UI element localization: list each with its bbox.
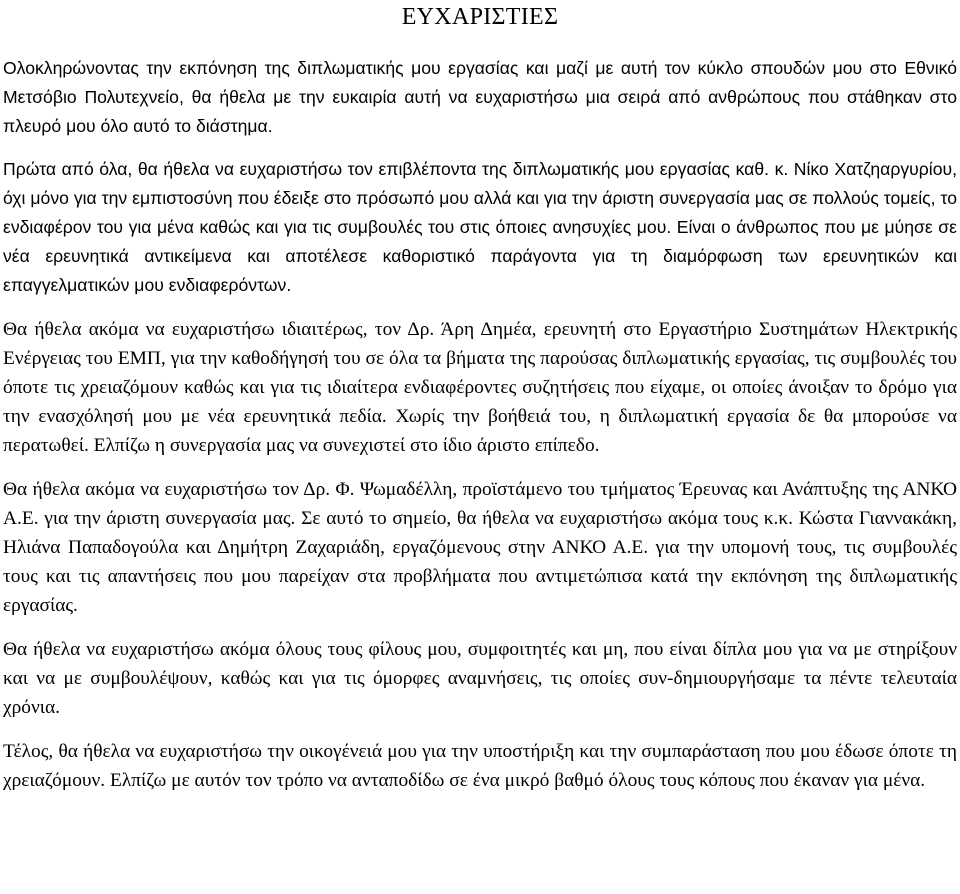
- paragraph-supervisor: Πρώτα από όλα, θα ήθελα να ευχαριστήσω τον επιβλέποντα της διπλωματικής μου εργασίας καθ. κ. Νίκο Χατζηαργυρίου, όχι μόνο για την εμπιστοσύνη που έδειξε στο πρόσωπό μου αλλά και για την άριστη συνεργασία μας σε πολλούς τομείς, το ενδιαφέρον του για μένα καθώς και για τις συμβουλές του στις όποιες ανησυχίες μου. Είναι ο άνθρωπος που με μύησε σε νέα ερευνητικά αντικείμενα και αποτέλεσε καθοριστικό παράγοντα για τη διαμόρφωση των ερευνητικών και επαγγελματικών μου ενδιαφερόντων.: [3, 159, 957, 295]
- page-title: ΕΥΧΑΡΙΣΤΙΕΣ: [401, 4, 559, 30]
- paragraph-researcher: Θα ήθελα ακόμα να ευχαριστήσω ιδιαιτέρως, τον Δρ. Άρη Δημέα, ερευνητή στο Εργαστήριο Συστημάτων Ηλεκτρικής Ενέργειας του ΕΜΠ, για την καθοδήγησή του σε όλα τα βήματα της παρούσας διπλωματικής εργασίας, τις συμβουλές του όποτε τις χρειαζόμουν καθώς και για τις ιδιαίτερα ενδιαφέροντες συζητήσεις που είχαμε, οι οποίες άνοιξαν το δρόμο για την ενασχόλησή μου με νέα ερευνητικά πεδία. Χωρίς την βοήθειά του, η διπλωματική εργασία δε θα μπορούσε να περατωθεί. Ελπίζω η συνεργασία μας να συνεχιστεί στο ίδιο άριστο επίπεδο.: [3, 319, 957, 456]
- paragraph-friends: Θα ήθελα να ευχαριστήσω ακόμα όλους τους φίλους μου, συμφοιτητές και μη, που είναι δίπλα μου για να με στηρίξουν και να με συμβουλέψουν, καθώς και για τις όμορφες αναμνήσεις, τις οποίες συν-δημιουργήσαμε τα πέντε τελευταία χρόνια.: [3, 639, 957, 718]
- paragraph-intro: Ολοκληρώνοντας την εκπόνηση της διπλωματικής μου εργασίας και μαζί με αυτή τον κύκλο σπουδών μου στο Εθνικό Μετσόβιο Πολυτεχνείο, θα ήθελα με την ευκαιρία αυτή να ευχαριστήσω μια σειρά από ανθρώπους που στάθηκαν στο πλευρό μου όλο αυτό το διάστημα.: [3, 58, 957, 136]
- paragraph-family: Τέλος, θα ήθελα να ευχαριστήσω την οικογένειά μου για την υποστήριξη και την συμπαράσταση που μου έδωσε όποτε τη χρειαζόμουν. Ελπίζω με αυτόν τον τρόπο να ανταποδίδω σε ένα μικρό βαθμό όλους τους κόπους που έκαναν για μένα.: [3, 741, 957, 791]
- paragraph-company: Θα ήθελα ακόμα να ευχαριστήσω τον Δρ. Φ. Ψωμαδέλλη, προϊστάμενο του τμήματος Έρευνας και Ανάπτυξης της ΑΝΚΟ Α.Ε. για την άριστη συνεργασία μας. Σε αυτό το σημείο, θα ήθελα να ευχαριστήσω ακόμα τους κ.κ. Κώστα Γιαννακάκη, Ηλιάνα Παπαδογούλα και Δημήτρη Ζαχαριάδη, εργαζόμενους στην ΑΝΚΟ Α.Ε. για την υπομονή τους, τις συμβουλές τους και τις απαντήσεις που μου παρείχαν στα προβλήματα που αντιμετώπισα κατά την εκπόνηση της διπλωματικής εργασίας.: [3, 479, 957, 616]
- acknowledgements-page: [3, 0, 957, 795]
